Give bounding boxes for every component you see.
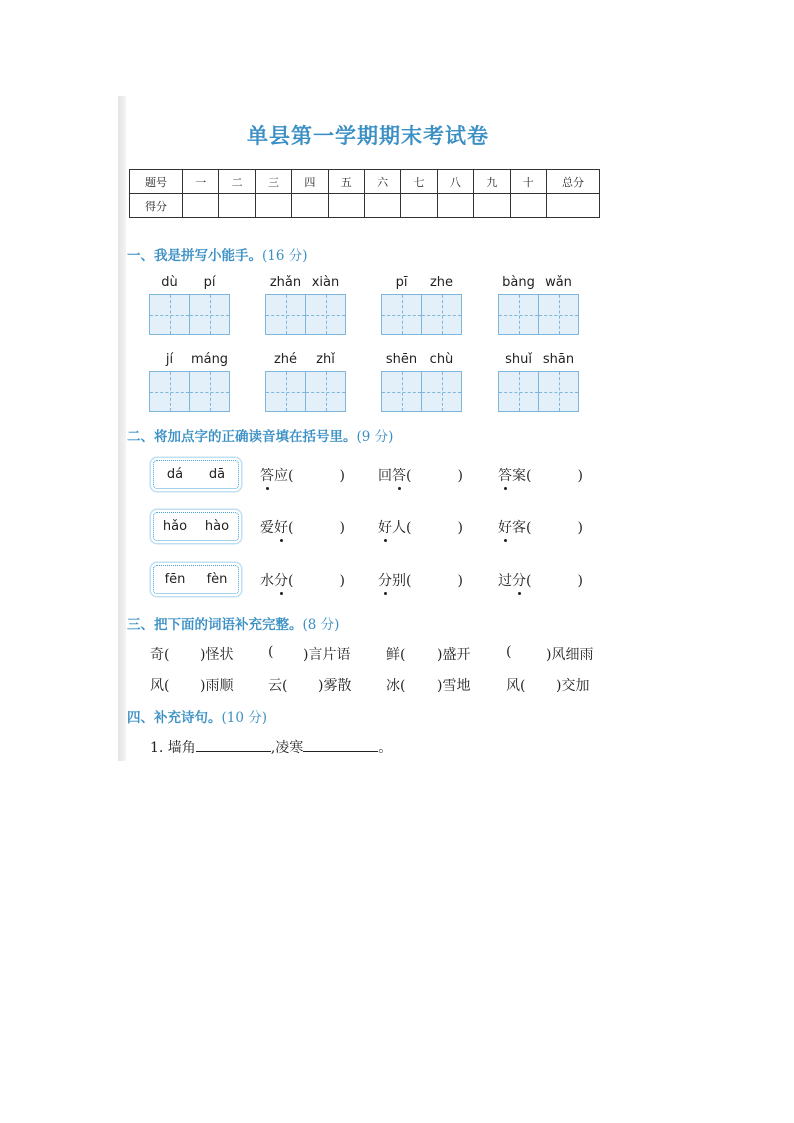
page-title: 单县第一学期期末考试卷 <box>247 123 489 148</box>
writing-cell[interactable] <box>421 371 462 412</box>
section-1-title <box>127 244 308 264</box>
word-text: 应( <box>274 468 294 484</box>
score-blank[interactable] <box>183 194 219 218</box>
dotted-character: 答 <box>392 465 406 485</box>
close-paren: ) <box>457 573 463 589</box>
word-text: 过 <box>498 573 512 589</box>
pinyin-row <box>498 275 580 293</box>
poem-blank-2[interactable] <box>303 739 378 752</box>
idiom-part: )盛开 <box>437 647 471 663</box>
pinyin-group <box>498 275 580 335</box>
tianzige-grid <box>498 294 580 335</box>
writing-cell[interactable] <box>189 371 230 412</box>
section-2-heading: 二、将加点字的正确读音填在括号里。 <box>127 429 357 445</box>
section-1-heading: 一、我是拼写小能手。 <box>127 248 262 264</box>
section-3-points: (8 分) <box>302 617 340 633</box>
section-3-title <box>127 613 339 633</box>
pinyin-syllable: pī <box>395 275 408 290</box>
writing-cell[interactable] <box>498 294 539 335</box>
pronunciation-question <box>498 517 583 537</box>
writing-cell[interactable] <box>498 371 539 412</box>
section-3-heading: 三、把下面的词语补充完整。 <box>127 617 303 633</box>
pinyin-syllable: dù <box>161 275 178 290</box>
dotted-character: 分 <box>512 570 526 590</box>
pinyin-syllable: pí <box>203 275 216 290</box>
tianzige-grid <box>149 294 231 335</box>
close-paren: ) <box>339 573 345 589</box>
pinyin-group <box>149 275 231 335</box>
tianzige-grid <box>381 294 463 335</box>
word-text: 水 <box>260 573 274 589</box>
pronunciation-options-box <box>153 460 239 489</box>
pinyin-group <box>498 352 580 412</box>
pinyin-syllable: zhe <box>429 275 454 290</box>
score-blank[interactable] <box>547 194 600 218</box>
dotted-character: 答 <box>498 465 512 485</box>
pinyin-syllable: zhǎn <box>269 275 302 290</box>
writing-cell[interactable] <box>265 371 306 412</box>
dotted-character: 分 <box>378 570 392 590</box>
pronunciation-options-box <box>153 565 239 594</box>
idiom-part: 奇( <box>150 647 170 663</box>
idiom-part: )言片语 <box>303 647 351 663</box>
score-blank[interactable] <box>401 194 437 218</box>
writing-cell[interactable] <box>421 294 462 335</box>
pinyin-row <box>149 275 231 293</box>
pinyin-syllable: máng <box>190 352 229 367</box>
section-1-points: (16 分) <box>262 248 308 264</box>
writing-cell[interactable] <box>305 294 346 335</box>
score-cell: 题号 <box>130 170 183 194</box>
dotted-character: 答 <box>260 465 274 485</box>
pinyin-syllable: jí <box>165 352 174 367</box>
writing-cell[interactable] <box>149 371 190 412</box>
scan-edge <box>118 96 126 761</box>
word-text: ( <box>288 520 294 536</box>
pinyin-group <box>381 352 463 412</box>
tianzige-grid <box>381 371 463 412</box>
pinyin-row <box>381 275 463 293</box>
pronunciation-options-box <box>153 512 239 541</box>
close-paren: ) <box>457 468 463 484</box>
poem-line-1 <box>150 737 392 757</box>
idiom-part: )雪地 <box>437 678 471 694</box>
poem-text: ,凌寒 <box>270 740 304 756</box>
poem-text: 1. 墙角 <box>150 740 196 756</box>
pronunciation-option: dā <box>208 467 226 482</box>
idiom-part: )交加 <box>556 678 590 694</box>
score-cell: 八 <box>437 170 473 194</box>
score-cell: 三 <box>255 170 291 194</box>
dotted-character: 分 <box>274 570 288 590</box>
score-blank[interactable] <box>474 194 510 218</box>
writing-cell[interactable] <box>265 294 306 335</box>
score-table-score-row <box>130 194 600 218</box>
word-text: ( <box>288 573 294 589</box>
score-blank[interactable] <box>292 194 328 218</box>
pronunciation-option: dá <box>166 467 184 482</box>
close-paren: ) <box>339 520 345 536</box>
score-blank[interactable] <box>255 194 291 218</box>
idiom-part: ( <box>268 644 274 660</box>
writing-cell[interactable] <box>189 294 230 335</box>
pinyin-syllable: shān <box>542 352 575 367</box>
idiom-part: ( <box>506 644 512 660</box>
pronunciation-question <box>378 465 463 485</box>
pinyin-row <box>265 352 347 370</box>
score-cell: 一 <box>183 170 219 194</box>
pinyin-syllable: zhé <box>273 352 298 367</box>
tianzige-grid <box>265 294 347 335</box>
pinyin-syllable: zhǐ <box>316 352 335 367</box>
tianzige-grid <box>498 371 580 412</box>
word-text: ( <box>406 468 412 484</box>
pinyin-row <box>149 352 231 370</box>
score-cell: 五 <box>328 170 364 194</box>
pinyin-syllable: shēn <box>385 352 418 367</box>
pinyin-syllable: wǎn <box>545 275 572 290</box>
pinyin-syllable: bàng <box>502 275 535 290</box>
tianzige-grid <box>265 371 347 412</box>
poem-text: 。 <box>378 740 393 756</box>
pronunciation-option: fēn <box>164 572 186 587</box>
idiom-part: 云( <box>268 678 288 694</box>
score-cell: 十 <box>510 170 546 194</box>
score-cell: 总分 <box>547 170 600 194</box>
score-table <box>129 169 600 218</box>
score-table-header-row <box>130 170 600 194</box>
close-paren: ) <box>577 520 583 536</box>
word-text: 客( <box>512 520 532 536</box>
idiom-part: 鲜( <box>386 647 406 663</box>
pronunciation-question <box>260 517 345 537</box>
dotted-character: 好 <box>378 517 392 537</box>
section-4-heading: 四、补充诗句。 <box>127 710 222 726</box>
pinyin-group <box>265 275 347 335</box>
section-2-points: (9 分) <box>356 429 394 445</box>
idiom-part: 风( <box>506 678 526 694</box>
idiom-part: )风细雨 <box>546 647 594 663</box>
word-text: 案( <box>512 468 532 484</box>
pronunciation-question <box>378 517 463 537</box>
close-paren: ) <box>577 468 583 484</box>
score-cell: 七 <box>401 170 437 194</box>
idiom-part: )怪状 <box>200 647 234 663</box>
section-4-points: (10 分) <box>221 710 268 726</box>
close-paren: ) <box>339 468 345 484</box>
idiom-part: 冰( <box>386 678 406 694</box>
pronunciation-question <box>260 465 345 485</box>
pronunciation-question <box>260 570 345 590</box>
idiom-part: 风( <box>150 678 170 694</box>
score-cell: 二 <box>219 170 255 194</box>
pronunciation-question <box>378 570 463 590</box>
writing-cell[interactable] <box>381 294 422 335</box>
score-cell: 六 <box>364 170 400 194</box>
score-blank[interactable] <box>219 194 255 218</box>
close-paren: ) <box>457 520 463 536</box>
dotted-character: 好 <box>274 517 288 537</box>
pinyin-group <box>265 352 347 412</box>
score-cell: 四 <box>292 170 328 194</box>
word-text: 人( <box>392 520 412 536</box>
idiom-part: )雾散 <box>318 678 352 694</box>
writing-cell[interactable] <box>305 371 346 412</box>
pinyin-row <box>498 352 580 370</box>
writing-cell[interactable] <box>538 371 579 412</box>
writing-cell[interactable] <box>149 294 190 335</box>
pronunciation-option: fèn <box>206 572 228 587</box>
word-text: 别( <box>392 573 412 589</box>
pinyin-syllable: xiàn <box>311 275 340 290</box>
word-text: 回 <box>378 468 392 484</box>
poem-blank-1[interactable] <box>196 739 271 752</box>
score-label: 得分 <box>130 194 183 218</box>
pronunciation-question <box>498 465 583 485</box>
pinyin-syllable: chù <box>429 352 454 367</box>
section-2-title <box>127 425 393 445</box>
word-text: ( <box>526 573 532 589</box>
close-paren: ) <box>577 573 583 589</box>
dotted-character: 好 <box>498 517 512 537</box>
pronunciation-question <box>498 570 583 590</box>
score-cell: 九 <box>474 170 510 194</box>
score-blank[interactable] <box>437 194 473 218</box>
pronunciation-option: hǎo <box>162 519 188 534</box>
pinyin-syllable: shuǐ <box>505 352 532 367</box>
idiom-part: )雨顺 <box>200 678 234 694</box>
pronunciation-option: hào <box>204 519 230 534</box>
word-text: 爱 <box>260 520 274 536</box>
pinyin-group <box>381 275 463 335</box>
writing-cell[interactable] <box>538 294 579 335</box>
pinyin-row <box>381 352 463 370</box>
writing-cell[interactable] <box>381 371 422 412</box>
tianzige-grid <box>149 371 231 412</box>
score-blank[interactable] <box>510 194 546 218</box>
section-4-title <box>127 706 267 726</box>
pinyin-group <box>149 352 231 412</box>
score-blank[interactable] <box>364 194 400 218</box>
score-blank[interactable] <box>328 194 364 218</box>
pinyin-row <box>265 275 347 293</box>
